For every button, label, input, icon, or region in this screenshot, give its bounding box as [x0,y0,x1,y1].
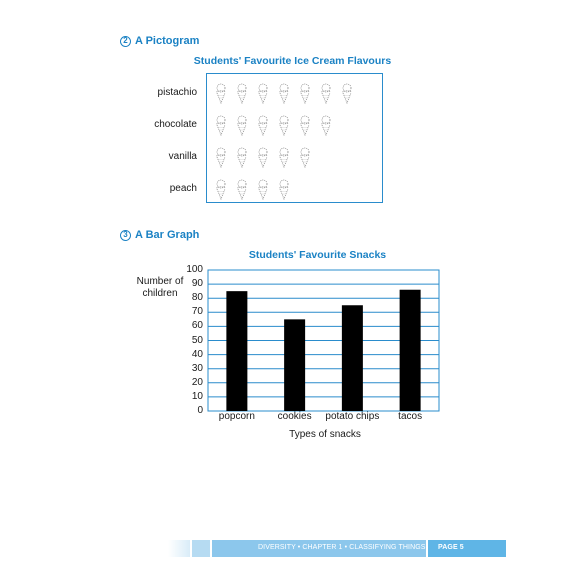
ice-cream-cone-icon [277,147,291,168]
pictogram-row-label: vanilla [168,151,197,162]
x-tick-label: cookies [277,411,312,422]
y-tick-label: 30 [191,362,203,374]
section-number-badge: 3 [120,230,131,241]
plot-frame [208,270,439,411]
bar-heading-text: A Bar Graph [135,229,200,241]
ice-cream-cone-icon [235,115,249,136]
ice-cream-cone-icon [256,83,270,104]
ice-cream-cone-icon [298,83,312,104]
pictogram-heading-text: A Pictogram [135,35,200,47]
y-tick-label: 10 [191,390,203,402]
y-tick-label: 70 [191,306,203,318]
pictogram-row-label: peach [169,183,197,194]
y-tick-label: 40 [191,348,203,360]
ice-cream-cone-icon [256,147,270,168]
x-tick-label: popcorn [218,411,255,422]
y-axis-label [132,276,188,300]
y-tick-label: 100 [186,264,203,275]
ice-cream-cone-icon [319,115,333,136]
ice-cream-cone-icon [214,83,228,104]
ice-cream-cone-icon [319,83,333,104]
bar [226,291,247,411]
x-axis-label: Types of snacks [289,429,361,440]
ice-cream-cone-icon [277,115,291,136]
footer-block-light [192,540,210,557]
y-tick-label: 60 [191,320,203,332]
bar [400,290,421,411]
pictogram-row-label: chocolate [154,119,197,130]
page-footer [168,540,506,557]
pictogram-section-heading [120,35,199,47]
y-tick-label: 20 [191,376,203,388]
ice-cream-cone-icon [256,179,270,200]
ice-cream-cone-icon [214,179,228,200]
pictogram-row-label: pistachio [157,87,197,98]
bar [342,305,363,411]
ice-cream-cone-icon [277,83,291,104]
ice-cream-cone-icon [235,83,249,104]
y-tick-label: 90 [191,278,203,290]
ice-cream-cone-icon [235,147,249,168]
ice-cream-cone-icon [298,147,312,168]
y-tick-label: 50 [191,334,203,346]
x-tick-label: tacos [398,411,423,422]
ice-cream-cone-icon [214,147,228,168]
bar-chart-title: Students' Favourite Snacks [248,249,387,261]
y-axis-label-text: Number of children [136,276,184,299]
y-tick-label: 0 [197,405,203,416]
bar-section-heading [120,229,199,241]
ice-cream-cone-icon [298,115,312,136]
ice-cream-cone-icon [256,115,270,136]
ice-cream-cone-icon [277,179,291,200]
y-tick-label: 80 [191,292,203,304]
footer-page-number: PAGE 5 [438,544,464,551]
footer-chapter-text: DIVERSITY • CHAPTER 1 • CLASSIFYING THINGS [258,544,426,551]
section-number-badge: 2 [120,36,131,47]
x-tick-label: potato chips [325,411,380,422]
footer-fade-left [168,540,190,557]
ice-cream-cone-icon [340,83,354,104]
ice-cream-cone-icon [214,115,228,136]
bar [284,319,305,411]
pictogram-title: Students' Favourite Ice Cream Flavours [193,55,392,67]
ice-cream-cone-icon [235,179,249,200]
pictogram-frame [206,73,383,203]
